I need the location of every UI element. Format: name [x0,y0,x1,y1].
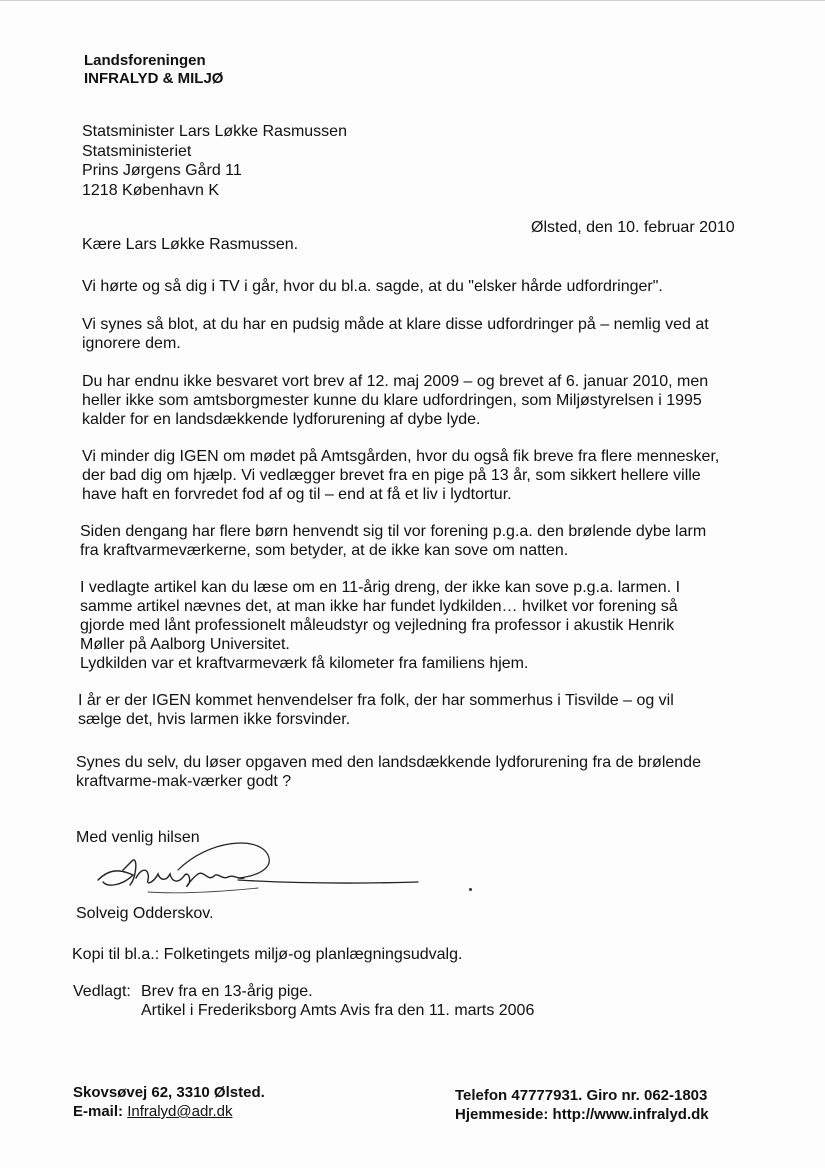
organization-name: Landsforeningen [84,52,206,69]
paragraph-5 [80,522,706,560]
letter-date: Ølsted, den 10. februar 2010 [531,219,735,236]
paragraph-line: gjorde med lånt professionelt måleudstyr og vejledning fra professor i akustik Henrik [80,617,675,634]
paragraph-line: kalder for en landsdækkende lydforurening af dybe lyde. [82,411,481,428]
paragraph-line: Vi synes så blot, at du har en pudsig måde at klare disse udfordringer på – nemlig ved at [82,316,709,333]
recipient-city: 1218 København K [82,181,219,199]
organization-header [84,52,223,88]
paragraph-line: Vi hørte og så dig i TV i går, hvor du bl.a. sagde, at du "elsker hårde udfordringer". [82,278,663,295]
paragraph-1 [82,277,663,296]
paragraph-4 [82,447,719,504]
footer-contact [73,1083,265,1121]
paragraph-line: Lydkilden var et kraftvarmeværk få kilometer fra familiens hjem. [80,655,529,672]
paragraph-line: I år er der IGEN kommet henvendelser fra folk, der har sommerhus i Tisvilde – og vil [78,692,674,709]
email-label: E-mail: [73,1103,124,1120]
paragraph-7 [78,691,674,729]
paragraph-line: fra kraftvarmeværkerne, som betyder, at de ikke kan sove om natten. [80,542,569,559]
paragraph-line: der bad dig om hjælp. Vi vedlægger brevet fra en pige på 13 år, som sikkert hellere ville [82,467,701,484]
footer-email-row [73,1102,265,1121]
paragraph-line: Synes du selv, du løser opgaven med den landsdækkende lydforurening fra de brølende [76,754,701,771]
paragraph-line: Siden dengang har flere børn henvendt sig til vor forening p.g.a. den brølende dybe larm [80,523,707,540]
signer-name: Solveig Odderskov. [76,905,214,922]
recipient-office: Statsministeriet [82,142,192,160]
paragraph-line: kraftvarme-mak-værker godt ? [76,773,292,790]
paragraph-3 [82,372,708,429]
footer-phone: Telefon 47777931. Giro nr. 062-1803 [455,1087,708,1104]
salutation: Kære Lars Løkke Rasmussen. [82,236,299,253]
footer-address: Skovsøvej 62, 3310 Ølsted. [73,1084,265,1101]
recipient-name: Statsminister Lars Løkke Rasmussen [82,123,347,140]
ink-dot [469,888,472,891]
attachment-item: Brev fra en 13-årig pige. [141,983,313,1000]
footer-website: Hjemmeside: http://www.infralyd.dk [455,1106,709,1123]
paragraph-line: heller ikke som amtsborgmester kunne du klare udfordringen, som Miljøstyrelsen i 1995 [82,392,702,409]
paragraph-line: Vi minder dig IGEN om mødet på Amtsgården, hvor du også fik breve fra flere mennesker, [82,448,720,465]
attachments-label: Vedlagt: [73,983,131,1000]
paragraph-line: ignorere dem. [82,335,181,352]
copy-recipients: Kopi til bl.a.: Folketingets miljø-og planlægningsudvalg. [72,946,463,963]
footer-phone-web [455,1086,709,1124]
paragraph-line: sælge det, hvis larmen ikke forsvinder. [78,711,351,728]
closing-phrase: Med venlig hilsen [76,829,200,846]
scan-edge [0,0,825,1]
recipient-street: Prins Jørgens Gård 11 [82,162,242,179]
handwritten-signature [88,830,428,910]
paragraph-6 [80,578,680,673]
paragraph-line: Møller på Aalborg Universitet. [80,636,290,653]
paragraph-line: I vedlagte artikel kan du læse om en 11-årig dreng, der ikke kan sove p.g.a. larmen. I [80,579,681,596]
paragraph-2 [82,315,709,353]
paragraph-line: samme artikel nævnes det, at man ikke har fundet lydkilden… hvilket vor forening så [80,598,678,615]
paragraph-line: have haft en forvredet fod af og til – end at få et liv i lydtortur. [82,486,512,503]
attachment-item: Artikel i Frederiksborg Amts Avis fra den 11. marts 2006 [141,1002,535,1019]
paragraph-line: Du har endnu ikke besvaret vort brev af 12. maj 2009 – og brevet af 6. januar 2010, men [82,373,709,390]
paragraph-8 [76,753,701,791]
email-link[interactable]: Infralyd@adr.dk [127,1103,233,1120]
recipient-address [82,122,347,200]
organization-subtitle: INFRALYD & MILJØ [84,70,224,87]
